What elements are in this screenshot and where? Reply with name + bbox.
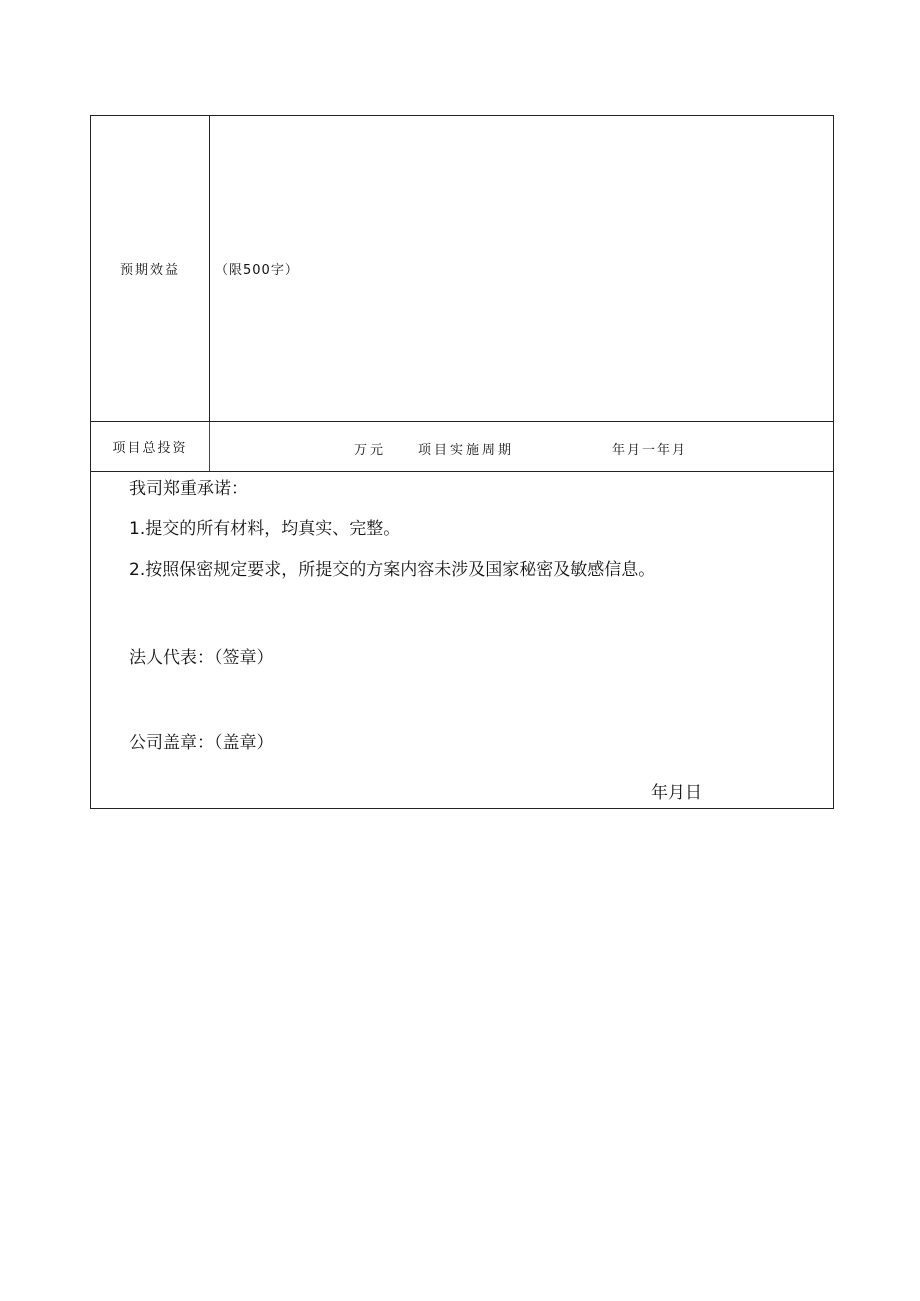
implementation-period-field[interactable]: 年月一年月 bbox=[612, 443, 688, 458]
expected-benefit-row bbox=[91, 116, 833, 422]
total-investment-row bbox=[91, 422, 833, 472]
pledge-date[interactable]: 年月日 bbox=[651, 783, 702, 803]
expected-benefit-label: 预期效益 bbox=[91, 116, 210, 421]
pledge-item-2: 2.按照保密规定要求，所提交的方案内容未涉及国家秘密及敏感信息。 bbox=[129, 560, 656, 580]
application-form-table bbox=[90, 115, 834, 809]
investment-unit: 万元 bbox=[354, 443, 387, 458]
pledge-intro: 我司郑重承诺： bbox=[129, 479, 248, 499]
expected-benefit-field[interactable]: （限500字） bbox=[215, 263, 299, 278]
legal-representative-signature[interactable]: 法人代表：（签章） bbox=[129, 648, 274, 668]
pledge-section bbox=[91, 472, 833, 808]
company-seal[interactable]: 公司盖章：（盖章） bbox=[129, 733, 274, 753]
pledge-item-1: 1.提交的所有材料，均真实、完整。 bbox=[129, 519, 401, 539]
total-investment-label: 项目总投资 bbox=[91, 422, 210, 471]
implementation-period-label: 项目实施周期 bbox=[418, 443, 515, 458]
